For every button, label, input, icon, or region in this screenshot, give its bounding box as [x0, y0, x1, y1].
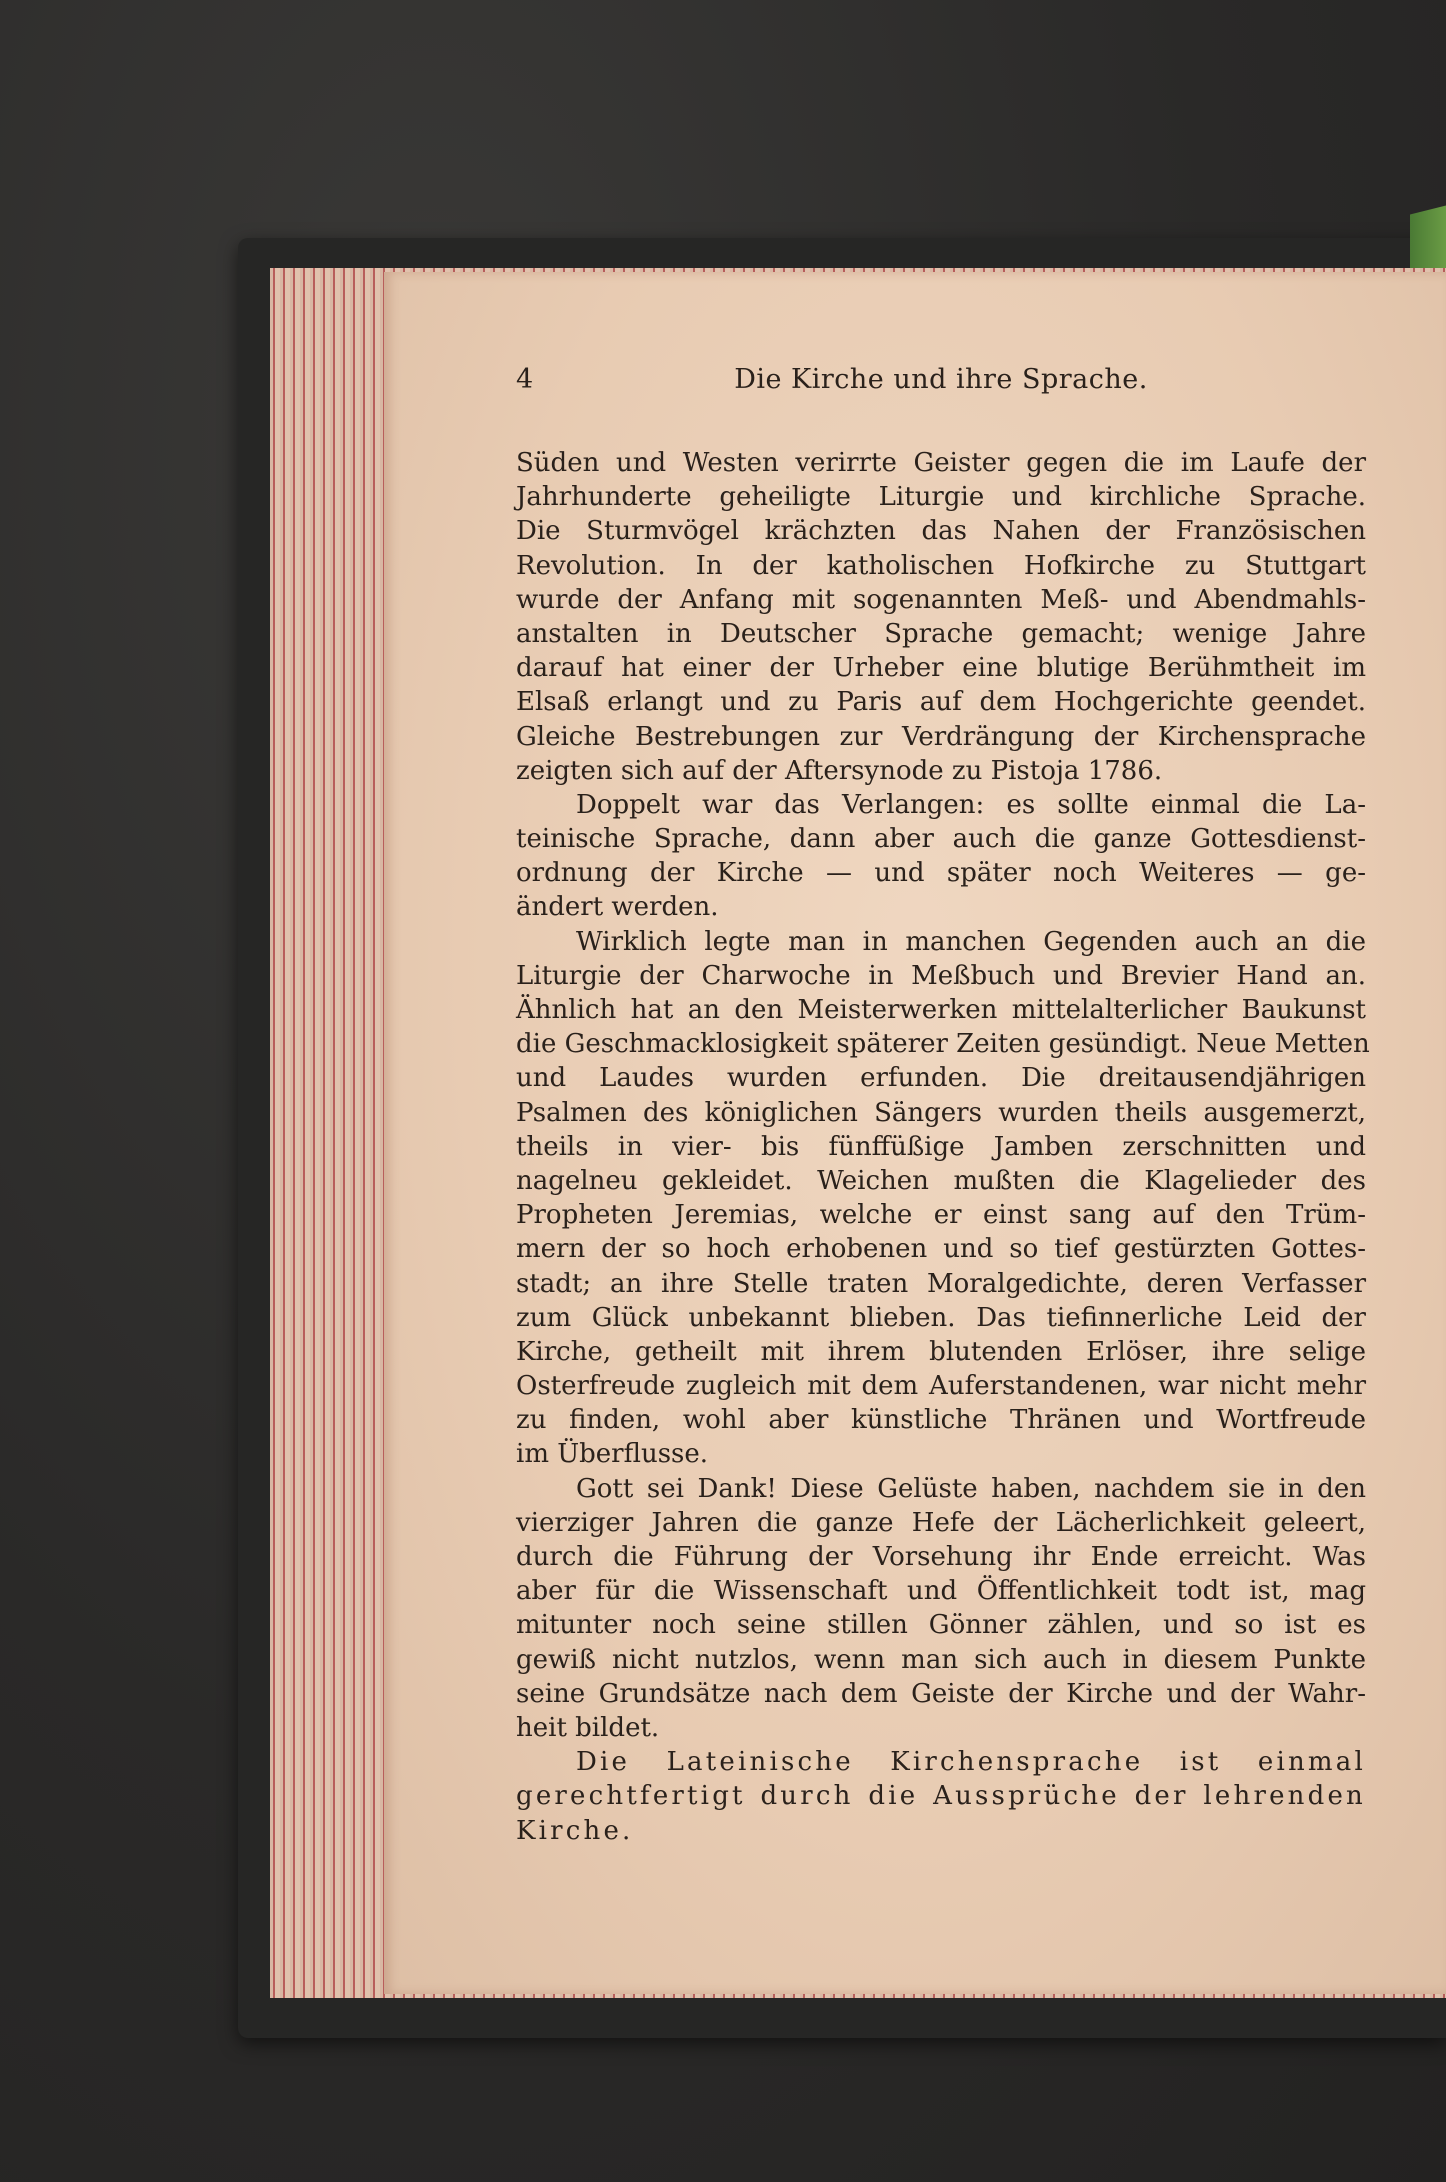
text-line: zeigten sich auf der Aftersynode zu Pistoja 1786.: [516, 755, 1163, 786]
text-line: heit bildet.: [516, 1712, 660, 1743]
text-line: wurde der Anfang mit sogenannten Meß- und Abendmahls-: [516, 584, 1366, 615]
text-line: Doppelt war das Verlangen: es sollte einmal die La-: [576, 789, 1366, 820]
text-line: teinische Sprache, dann aber auch die ganze Gottesdienst-: [516, 824, 1366, 855]
text-line: Liturgie der Charwoche in Meßbuch und Brevier Hand an.: [516, 960, 1366, 991]
text-line: durch die Führung der Vorsehung ihr Ende erreicht. Was: [516, 1542, 1366, 1572]
page-number: 4: [516, 364, 534, 395]
running-title: Die Kirche und ihre Sprache.: [734, 364, 1148, 395]
body-text: [516, 446, 1370, 1848]
book-page: [384, 272, 1446, 1994]
text-line: darauf hat einer der Urheber eine blutige Berühmtheit im: [516, 653, 1366, 684]
text-line: mitunter noch seine stillen Gönner zählen, und so ist es: [516, 1610, 1366, 1641]
text-line: Wirklich legte man in manchen Gegenden auch an die: [576, 926, 1366, 957]
text-line: theils in vier- bis fünffüßige Jamben zerschnitten und: [516, 1131, 1366, 1162]
text-line: Jahrhunderte geheiligte Liturgie und kirchliche Sprache.: [516, 482, 1366, 513]
text-line: Gott sei Dank! Diese Gelüste haben, nachdem sie in den: [576, 1473, 1366, 1504]
text-line: stadt; an ihre Stelle traten Moralgedichte, deren Verfasser: [516, 1268, 1366, 1299]
text-line: die Geschmacklosigkeit späterer Zeiten gesündigt. Neue Metten: [516, 1029, 1370, 1060]
running-head: [516, 364, 1366, 408]
text-line: Die Sturmvögel krächzten das Nahen der Französischen: [516, 516, 1366, 547]
text-line: ordnung der Kirche — und später noch Weiteres — ge-: [516, 858, 1366, 889]
text-line: anstalten in Deutscher Sprache gemacht; wenige Jahre: [516, 618, 1366, 649]
text-line: Ähnlich hat an den Meisterwerken mittelalterlicher Baukunst: [516, 995, 1366, 1025]
text-line: Die Lateinische Kirchensprache ist einmal: [576, 1747, 1366, 1778]
text-line: Propheten Jeremias, welche er einst sang auf den Trüm-: [516, 1200, 1366, 1231]
text-line: und Laudes wurden erfunden. Die dreitausendjährigen: [516, 1063, 1366, 1094]
text-line: Osterfreude zugleich mit dem Auferstandenen, war nicht mehr: [516, 1371, 1366, 1402]
text-line: Gleiche Bestrebungen zur Verdrängung der Kirchensprache: [516, 721, 1366, 752]
text-line: gerechtfertigt durch die Aussprüche der lehrenden: [516, 1781, 1366, 1812]
text-line: vierziger Jahren die ganze Hefe der Lächerlichkeit geleert,: [516, 1507, 1366, 1538]
text-line: Kirche.: [516, 1815, 634, 1846]
text-line: Elsaß erlangt und zu Paris auf dem Hochgerichte geendet.: [516, 687, 1366, 718]
text-line: zum Glück unbekannt blieben. Das tiefinnerliche Leid der: [516, 1302, 1366, 1333]
text-line: mern der so hoch erhobenen und so tief gestürzten Gottes-: [516, 1234, 1366, 1265]
text-line: Psalmen des königlichen Sängers wurden theils ausgemerzt,: [516, 1097, 1366, 1128]
text-line: aber für die Wissenschaft und Öffentlichkeit todt ist, mag: [516, 1576, 1366, 1607]
text-line: seine Grundsätze nach dem Geiste der Kirche und der Wahr-: [516, 1678, 1366, 1709]
text-line: Süden und Westen verirrte Geister gegen die im Laufe der: [516, 448, 1366, 478]
page-content: [516, 364, 1370, 1848]
text-line: gewiß nicht nutzlos, wenn man sich auch in diesem Punkte: [516, 1644, 1366, 1675]
text-line: im Überflusse.: [516, 1439, 709, 1470]
text-line: nagelneu gekleidet. Weichen mußten die Klagelieder des: [516, 1165, 1366, 1196]
text-line: zu finden, wohl aber künstliche Thränen und Wortfreude: [516, 1405, 1366, 1436]
text-line: Kirche, getheilt mit ihrem blutenden Erlöser, ihre selige: [516, 1336, 1366, 1367]
text-line: Revolution. In der katholischen Hofkirche zu Stuttgart: [516, 550, 1366, 581]
text-line: ändert werden.: [516, 892, 719, 923]
